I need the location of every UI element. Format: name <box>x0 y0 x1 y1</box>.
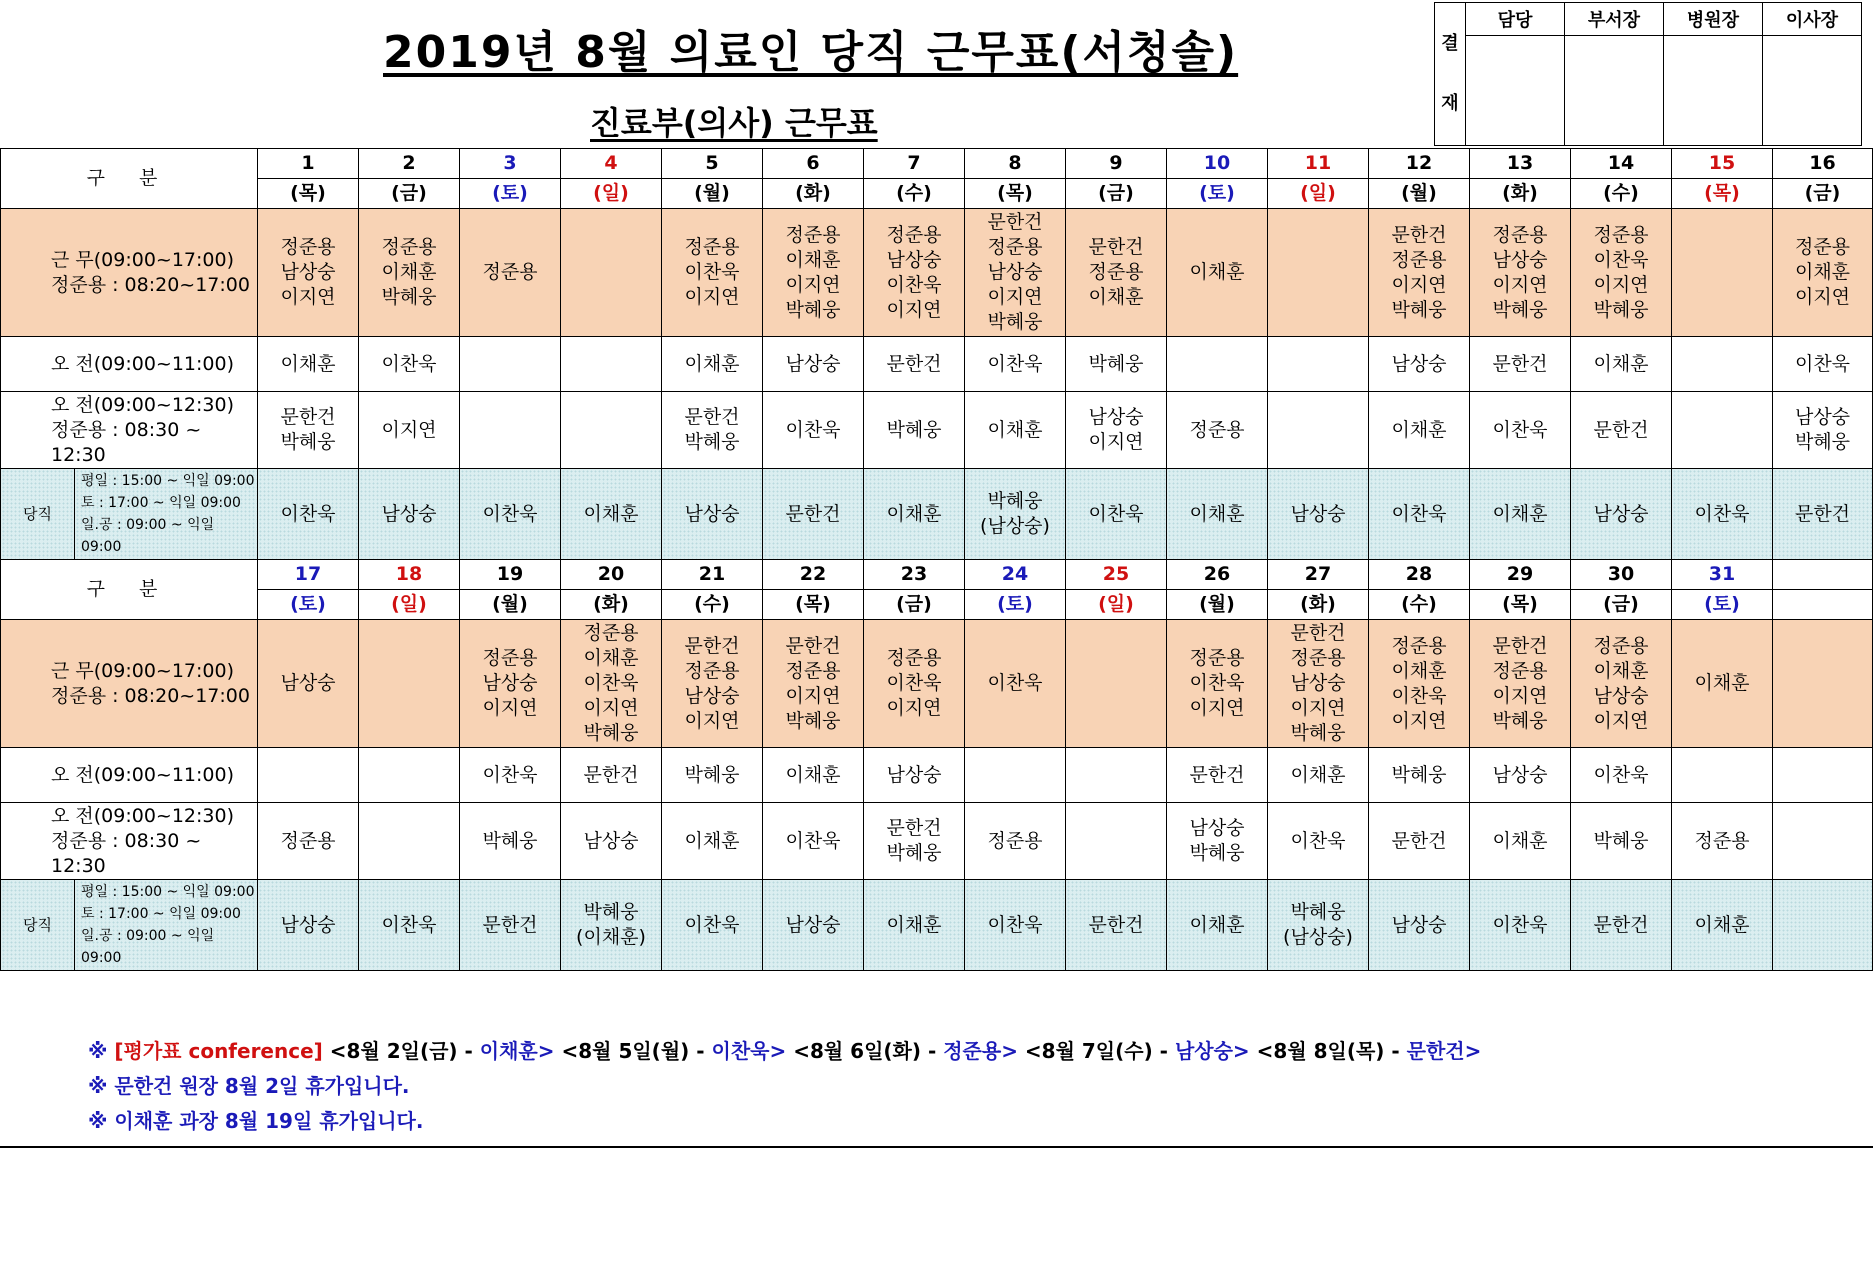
schedule-cell[interactable]: 박혜웅 (남상숭) <box>965 469 1066 560</box>
schedule-cell[interactable]: 문한건 <box>1470 337 1571 392</box>
night-hours-label: 평일 : 15:00 ~ 익일 09:00 토 : 17:00 ~ 익일 09:00 일.공 : 09:00 ~ 익일 09:00 <box>75 880 258 971</box>
weekday: (월) <box>1369 179 1470 209</box>
schedule-cell[interactable]: 이찬욱 <box>359 880 460 971</box>
shift-row-am2 <box>1 392 1873 469</box>
schedule-cell[interactable]: 남상숭 <box>1268 469 1369 560</box>
schedule-cell[interactable]: 문한건 <box>1167 748 1268 803</box>
approval-label: 결 재 <box>1435 3 1466 146</box>
weekday: (일) <box>1066 590 1167 620</box>
schedule-cell[interactable] <box>1672 337 1773 392</box>
schedule-cell[interactable]: 남상숭 <box>1369 337 1470 392</box>
day-number: 24 <box>965 560 1066 590</box>
day-number: 26 <box>1167 560 1268 590</box>
day-number: 23 <box>864 560 965 590</box>
schedule-cell[interactable] <box>1268 392 1369 469</box>
schedule-cell[interactable] <box>1773 803 1873 880</box>
day-number: 25 <box>1066 560 1167 590</box>
conference-separator: - <box>689 1039 712 1063</box>
day-number: 29 <box>1470 560 1571 590</box>
schedule-cell[interactable] <box>1066 748 1167 803</box>
weekday: (일) <box>359 590 460 620</box>
schedule-cell[interactable]: 이찬욱 <box>1369 469 1470 560</box>
day-number: 27 <box>1268 560 1369 590</box>
schedule-cell[interactable]: 이찬욱 <box>965 337 1066 392</box>
schedule-cell[interactable]: 박혜웅 <box>1066 337 1167 392</box>
schedule-cell[interactable]: 문한건 박혜웅 <box>864 803 965 880</box>
schedule-cell[interactable]: 정준용 남상숭 이지연 <box>460 620 561 748</box>
schedule-cell[interactable]: 이찬욱 <box>662 880 763 971</box>
schedule-cell[interactable]: 정준용 <box>1167 392 1268 469</box>
day-number: 12 <box>1369 149 1470 179</box>
schedule-cell[interactable]: 이찬욱 <box>460 748 561 803</box>
conference-date: <8월 2일(금) <box>329 1039 458 1063</box>
conference-doctor: 문한건> <box>1406 1039 1482 1063</box>
schedule-cell[interactable] <box>1773 748 1873 803</box>
schedule-cell[interactable] <box>1066 803 1167 880</box>
schedule-cell[interactable]: 정준용 남상숭 이찬욱 이지연 <box>864 209 965 337</box>
schedule-cell[interactable]: 문한건 <box>1066 880 1167 971</box>
conference-separator: - <box>921 1039 944 1063</box>
weekday: (수) <box>864 179 965 209</box>
schedule-cell[interactable] <box>1268 209 1369 337</box>
schedule-cell[interactable] <box>460 337 561 392</box>
day-number: 22 <box>763 560 864 590</box>
schedule-cell[interactable]: 정준용 이채훈 남상숭 이지연 <box>1571 620 1672 748</box>
schedule-cell[interactable]: 이채훈 <box>864 469 965 560</box>
day-number: 21 <box>662 560 763 590</box>
schedule-cell[interactable]: 정준용 남상숭 이지연 박혜웅 <box>1470 209 1571 337</box>
day-number: 1 <box>258 149 359 179</box>
weekday: (일) <box>1268 179 1369 209</box>
shift-row-night <box>1 469 1873 560</box>
shift-row-am2 <box>1 803 1873 880</box>
schedule-cell[interactable]: 문한건 정준용 이지연 박혜웅 <box>1470 620 1571 748</box>
schedule-cell[interactable]: 문한건 정준용 이채훈 <box>1066 209 1167 337</box>
schedule-cell[interactable]: 이찬욱 <box>460 469 561 560</box>
shift-row-am1 <box>1 748 1873 803</box>
schedule-cell[interactable] <box>561 392 662 469</box>
weekday: (목) <box>965 179 1066 209</box>
schedule-cell[interactable]: 문한건 정준용 이지연 박혜웅 <box>763 620 864 748</box>
conference-doctor: 이찬욱> <box>711 1039 787 1063</box>
weekday: (화) <box>561 590 662 620</box>
weekday: (토) <box>965 590 1066 620</box>
am2-shift-label: 오 전(09:00~12:30) 정준용 : 08:30 ~ 12:30 <box>1 803 258 880</box>
schedule-cell[interactable]: 정준용 <box>1672 803 1773 880</box>
day-number: 19 <box>460 560 561 590</box>
schedule-cell[interactable]: 이찬욱 <box>965 880 1066 971</box>
sign-box-staff[interactable] <box>1466 36 1565 146</box>
schedule-cell[interactable]: 이찬욱 <box>1773 337 1873 392</box>
schedule-cell[interactable]: 문한건 <box>1571 392 1672 469</box>
weekday: (수) <box>662 590 763 620</box>
weekday: (목) <box>763 590 864 620</box>
night-label: 당직 <box>1 469 75 560</box>
approval-head-staff: 담당 <box>1466 3 1565 36</box>
approval-head-director: 병원장 <box>1664 3 1763 36</box>
weekday: (월) <box>1167 590 1268 620</box>
weekday: (금) <box>1066 179 1167 209</box>
schedule-cell[interactable] <box>1773 620 1873 748</box>
conference-doctor: 이채훈> <box>479 1039 555 1063</box>
note-conference-tag: [평가표 conference] <box>114 1039 323 1063</box>
schedule-cell[interactable]: 정준용 이채훈 이찬욱 이지연 <box>1369 620 1470 748</box>
schedule-cell[interactable] <box>1672 748 1773 803</box>
work-shift-label: 근 무(09:00~17:00) 정준용 : 08:20~17:00 <box>1 620 258 748</box>
schedule-cell[interactable]: 정준용 이찬욱 이지연 <box>864 620 965 748</box>
approval-box <box>1434 2 1862 146</box>
day-number: 17 <box>258 560 359 590</box>
schedule-cell[interactable]: 남상숭 <box>258 880 359 971</box>
day-number: 6 <box>763 149 864 179</box>
note-vacation-1: ※ 문한건 원장 8월 2일 휴가입니다. <box>88 1074 410 1098</box>
day-number <box>1773 560 1873 590</box>
page-title: 2019년 8월 의료인 당직 근무표(서청솔) <box>383 27 1239 78</box>
conference-doctor: 정준용> <box>943 1039 1018 1063</box>
schedule-cell[interactable] <box>460 392 561 469</box>
schedule-cell[interactable]: 남상숭 <box>1369 880 1470 971</box>
weekday: (토) <box>1672 590 1773 620</box>
weekday: (화) <box>763 179 864 209</box>
note-vacation-2: ※ 이채훈 과장 8월 19일 휴가입니다. <box>88 1109 424 1133</box>
schedule-cell[interactable]: 이채훈 <box>763 748 864 803</box>
gubun-header: 구 분 <box>1 149 258 209</box>
note-conference <box>88 1036 1481 1071</box>
sign-box-director[interactable] <box>1664 36 1763 146</box>
weekday: (토) <box>258 590 359 620</box>
schedule-cell[interactable]: 박혜웅 <box>662 748 763 803</box>
schedule-cell[interactable]: 이채훈 <box>1268 748 1369 803</box>
conference-date: <8월 7일(수) <box>1024 1039 1153 1063</box>
schedule-cell[interactable]: 남상숭 <box>1571 469 1672 560</box>
schedule-cell[interactable]: 문한건 <box>561 748 662 803</box>
schedule-cell[interactable]: 이찬욱 <box>1268 803 1369 880</box>
schedule-cell[interactable]: 정준용 <box>460 209 561 337</box>
day-number: 2 <box>359 149 460 179</box>
schedule-cell[interactable] <box>1672 209 1773 337</box>
weekday: (금) <box>1773 179 1873 209</box>
schedule-table <box>0 148 1873 971</box>
page-subtitle: 진료부(의사) 근무표 <box>590 104 878 142</box>
schedule-cell[interactable]: 정준용 <box>258 803 359 880</box>
schedule-cell[interactable]: 이채훈 <box>561 469 662 560</box>
schedule-cell[interactable]: 이채훈 <box>258 337 359 392</box>
schedule-cell[interactable] <box>258 748 359 803</box>
weekday: (수) <box>1571 179 1672 209</box>
schedule-cell[interactable]: 이채훈 <box>662 337 763 392</box>
schedule-cell[interactable]: 남상숭 박혜웅 <box>1167 803 1268 880</box>
schedule-cell[interactable]: 남상숭 <box>359 469 460 560</box>
am1-shift-label: 오 전(09:00~11:00) <box>1 337 258 392</box>
sign-box-chairman[interactable] <box>1763 36 1862 146</box>
schedule-cell[interactable] <box>359 620 460 748</box>
schedule-cell[interactable] <box>1167 337 1268 392</box>
schedule-cell[interactable] <box>1066 620 1167 748</box>
schedule-cell[interactable]: 정준용 이찬욱 이지연 <box>662 209 763 337</box>
schedule-cell[interactable]: 문한건 정준용 남상숭 이지연 <box>662 620 763 748</box>
schedule-cell[interactable]: 이채훈 <box>1369 392 1470 469</box>
schedule-cell[interactable]: 이채훈 <box>1167 209 1268 337</box>
schedule-cell[interactable]: 이채훈 <box>1672 620 1773 748</box>
schedule-cell[interactable]: 남상숭 <box>258 620 359 748</box>
schedule-cell[interactable]: 이채훈 <box>1167 880 1268 971</box>
schedule-cell[interactable]: 남상숭 <box>763 880 864 971</box>
schedule-cell[interactable]: 정준용 이채훈 이찬욱 이지연 박혜웅 <box>561 620 662 748</box>
day-number: 5 <box>662 149 763 179</box>
day-number: 15 <box>1672 149 1773 179</box>
shift-row-night <box>1 880 1873 971</box>
schedule-cell[interactable]: 박혜웅 <box>460 803 561 880</box>
schedule-cell[interactable]: 이채훈 <box>662 803 763 880</box>
schedule-cell[interactable]: 남상숭 박혜웅 <box>1773 392 1873 469</box>
weekday: (월) <box>662 179 763 209</box>
day-number-row <box>1 560 1873 590</box>
day-number: 7 <box>864 149 965 179</box>
schedule-cell[interactable]: 이찬욱 <box>1470 392 1571 469</box>
schedule-cell[interactable]: 남상숭 <box>1470 748 1571 803</box>
schedule-cell[interactable]: 박혜웅 <box>1369 748 1470 803</box>
schedule-cell[interactable] <box>561 337 662 392</box>
schedule-cell[interactable]: 이지연 <box>359 392 460 469</box>
schedule-cell[interactable]: 문한건 박혜웅 <box>258 392 359 469</box>
schedule-cell[interactable]: 문한건 <box>460 880 561 971</box>
schedule-cell[interactable]: 문한건 <box>864 337 965 392</box>
schedule-cell[interactable] <box>359 748 460 803</box>
schedule-cell[interactable]: 정준용 이찬욱 이지연 <box>1167 620 1268 748</box>
schedule-cell[interactable]: 이채훈 <box>1571 337 1672 392</box>
schedule-cell[interactable]: 문한건 <box>1571 880 1672 971</box>
weekday: (수) <box>1369 590 1470 620</box>
day-number: 11 <box>1268 149 1369 179</box>
schedule-cell[interactable]: 이채훈 <box>965 392 1066 469</box>
approval-head-chairman: 이사장 <box>1763 3 1862 36</box>
schedule-cell[interactable]: 문한건 정준용 남상숭 이지연 박혜웅 <box>965 209 1066 337</box>
conference-date: <8월 8일(목) <box>1256 1039 1385 1063</box>
shift-row-am1 <box>1 337 1873 392</box>
day-number: 8 <box>965 149 1066 179</box>
schedule-cell[interactable]: 문한건 정준용 이지연 박혜웅 <box>1369 209 1470 337</box>
note-mark: ※ <box>88 1039 115 1063</box>
night-label: 당직 <box>1 880 75 971</box>
schedule-cell[interactable] <box>359 803 460 880</box>
day-number: 13 <box>1470 149 1571 179</box>
day-number: 20 <box>561 560 662 590</box>
schedule-cell[interactable]: 문한건 박혜웅 <box>662 392 763 469</box>
schedule-cell[interactable] <box>1268 337 1369 392</box>
am2-shift-label: 오 전(09:00~12:30) 정준용 : 08:30 ~ 12:30 <box>1 392 258 469</box>
day-number: 31 <box>1672 560 1773 590</box>
schedule-cell[interactable]: 이찬욱 <box>359 337 460 392</box>
conference-separator: - <box>1384 1039 1407 1063</box>
schedule-cell[interactable]: 정준용 이찬욱 이지연 박혜웅 <box>1571 209 1672 337</box>
schedule-cell[interactable] <box>1773 880 1873 971</box>
schedule-cell[interactable]: 남상숭 <box>662 469 763 560</box>
weekday: (목) <box>1672 179 1773 209</box>
schedule-cell[interactable]: 이찬욱 <box>1571 748 1672 803</box>
schedule-cell[interactable]: 박혜웅 <box>864 392 965 469</box>
am1-shift-label: 오 전(09:00~11:00) <box>1 748 258 803</box>
bottom-rule <box>0 1146 1873 1148</box>
schedule-cell[interactable]: 이채훈 <box>1672 880 1773 971</box>
schedule-cell[interactable]: 이채훈 <box>1470 803 1571 880</box>
day-number: 18 <box>359 560 460 590</box>
schedule-cell[interactable]: 이찬욱 <box>763 803 864 880</box>
schedule-cell[interactable]: 정준용 <box>965 803 1066 880</box>
conference-date: <8월 5일(월) <box>561 1039 690 1063</box>
schedule-cell[interactable]: 이찬욱 <box>1672 469 1773 560</box>
weekday: (일) <box>561 179 662 209</box>
weekday: (화) <box>1268 590 1369 620</box>
sign-box-dept[interactable] <box>1565 36 1664 146</box>
schedule-cell[interactable]: 정준용 이채훈 이지연 <box>1773 209 1873 337</box>
schedule-cell[interactable]: 이채훈 <box>1470 469 1571 560</box>
schedule-cell[interactable]: 이채훈 <box>864 880 965 971</box>
day-number: 16 <box>1773 149 1873 179</box>
day-number: 3 <box>460 149 561 179</box>
shift-row-work <box>1 620 1873 748</box>
weekday: (월) <box>460 590 561 620</box>
weekday <box>1773 590 1873 620</box>
weekday: (토) <box>1167 179 1268 209</box>
schedule-cell[interactable]: 이찬욱 <box>763 392 864 469</box>
weekday: (금) <box>1571 590 1672 620</box>
conference-items <box>330 1039 1482 1063</box>
day-number: 28 <box>1369 560 1470 590</box>
day-number: 9 <box>1066 149 1167 179</box>
weekday: (금) <box>359 179 460 209</box>
schedule-cell[interactable]: 남상숭 <box>864 748 965 803</box>
schedule-cell[interactable]: 정준용 남상숭 이지연 <box>258 209 359 337</box>
schedule-cell[interactable]: 정준용 이채훈 박혜웅 <box>359 209 460 337</box>
schedule-cell[interactable]: 남상숭 <box>561 803 662 880</box>
work-shift-label: 근 무(09:00~17:00) 정준용 : 08:20~17:00 <box>1 209 258 337</box>
schedule-cell[interactable] <box>965 748 1066 803</box>
schedule-cell[interactable]: 이찬욱 <box>1470 880 1571 971</box>
schedule-cell[interactable]: 박혜웅 (남상숭) <box>1268 880 1369 971</box>
schedule-cell[interactable]: 이찬욱 <box>965 620 1066 748</box>
day-number: 14 <box>1571 149 1672 179</box>
weekday-row <box>1 179 1873 209</box>
schedule-cell[interactable]: 문한건 <box>1773 469 1873 560</box>
conference-separator: - <box>457 1039 480 1063</box>
conference-date: <8월 6일(화) <box>793 1039 921 1063</box>
gubun-header: 구 분 <box>1 560 258 620</box>
notes <box>88 1036 1481 1141</box>
schedule-cell[interactable]: 정준용 이채훈 이지연 박혜웅 <box>763 209 864 337</box>
weekday-row <box>1 590 1873 620</box>
day-number: 30 <box>1571 560 1672 590</box>
schedule-cell[interactable]: 문한건 <box>763 469 864 560</box>
schedule-cell[interactable]: 이찬욱 <box>258 469 359 560</box>
schedule-cell[interactable]: 이채훈 <box>1167 469 1268 560</box>
schedule-cell[interactable]: 문한건 정준용 남상숭 이지연 박혜웅 <box>1268 620 1369 748</box>
shift-row-work <box>1 209 1873 337</box>
day-number: 10 <box>1167 149 1268 179</box>
schedule-cell[interactable]: 남상숭 <box>763 337 864 392</box>
schedule-cell[interactable] <box>1672 392 1773 469</box>
weekday: (목) <box>258 179 359 209</box>
approval-head-dept: 부서장 <box>1565 3 1664 36</box>
weekday: (토) <box>460 179 561 209</box>
schedule-cell[interactable] <box>561 209 662 337</box>
schedule-cell[interactable]: 이찬욱 <box>1066 469 1167 560</box>
schedule-cell[interactable]: 박혜웅 <box>1571 803 1672 880</box>
schedule-cell[interactable]: 문한건 <box>1369 803 1470 880</box>
schedule-cell[interactable]: 박혜웅 (이채훈) <box>561 880 662 971</box>
conference-separator: - <box>1152 1039 1175 1063</box>
night-hours-label: 평일 : 15:00 ~ 익일 09:00 토 : 17:00 ~ 익일 09:00 일.공 : 09:00 ~ 익일 09:00 <box>75 469 258 560</box>
weekday: (화) <box>1470 179 1571 209</box>
conference-doctor: 남상숭> <box>1174 1039 1250 1063</box>
weekday: (금) <box>864 590 965 620</box>
day-number: 4 <box>561 149 662 179</box>
day-number-row <box>1 149 1873 179</box>
weekday: (목) <box>1470 590 1571 620</box>
schedule-cell[interactable]: 남상숭 이지연 <box>1066 392 1167 469</box>
